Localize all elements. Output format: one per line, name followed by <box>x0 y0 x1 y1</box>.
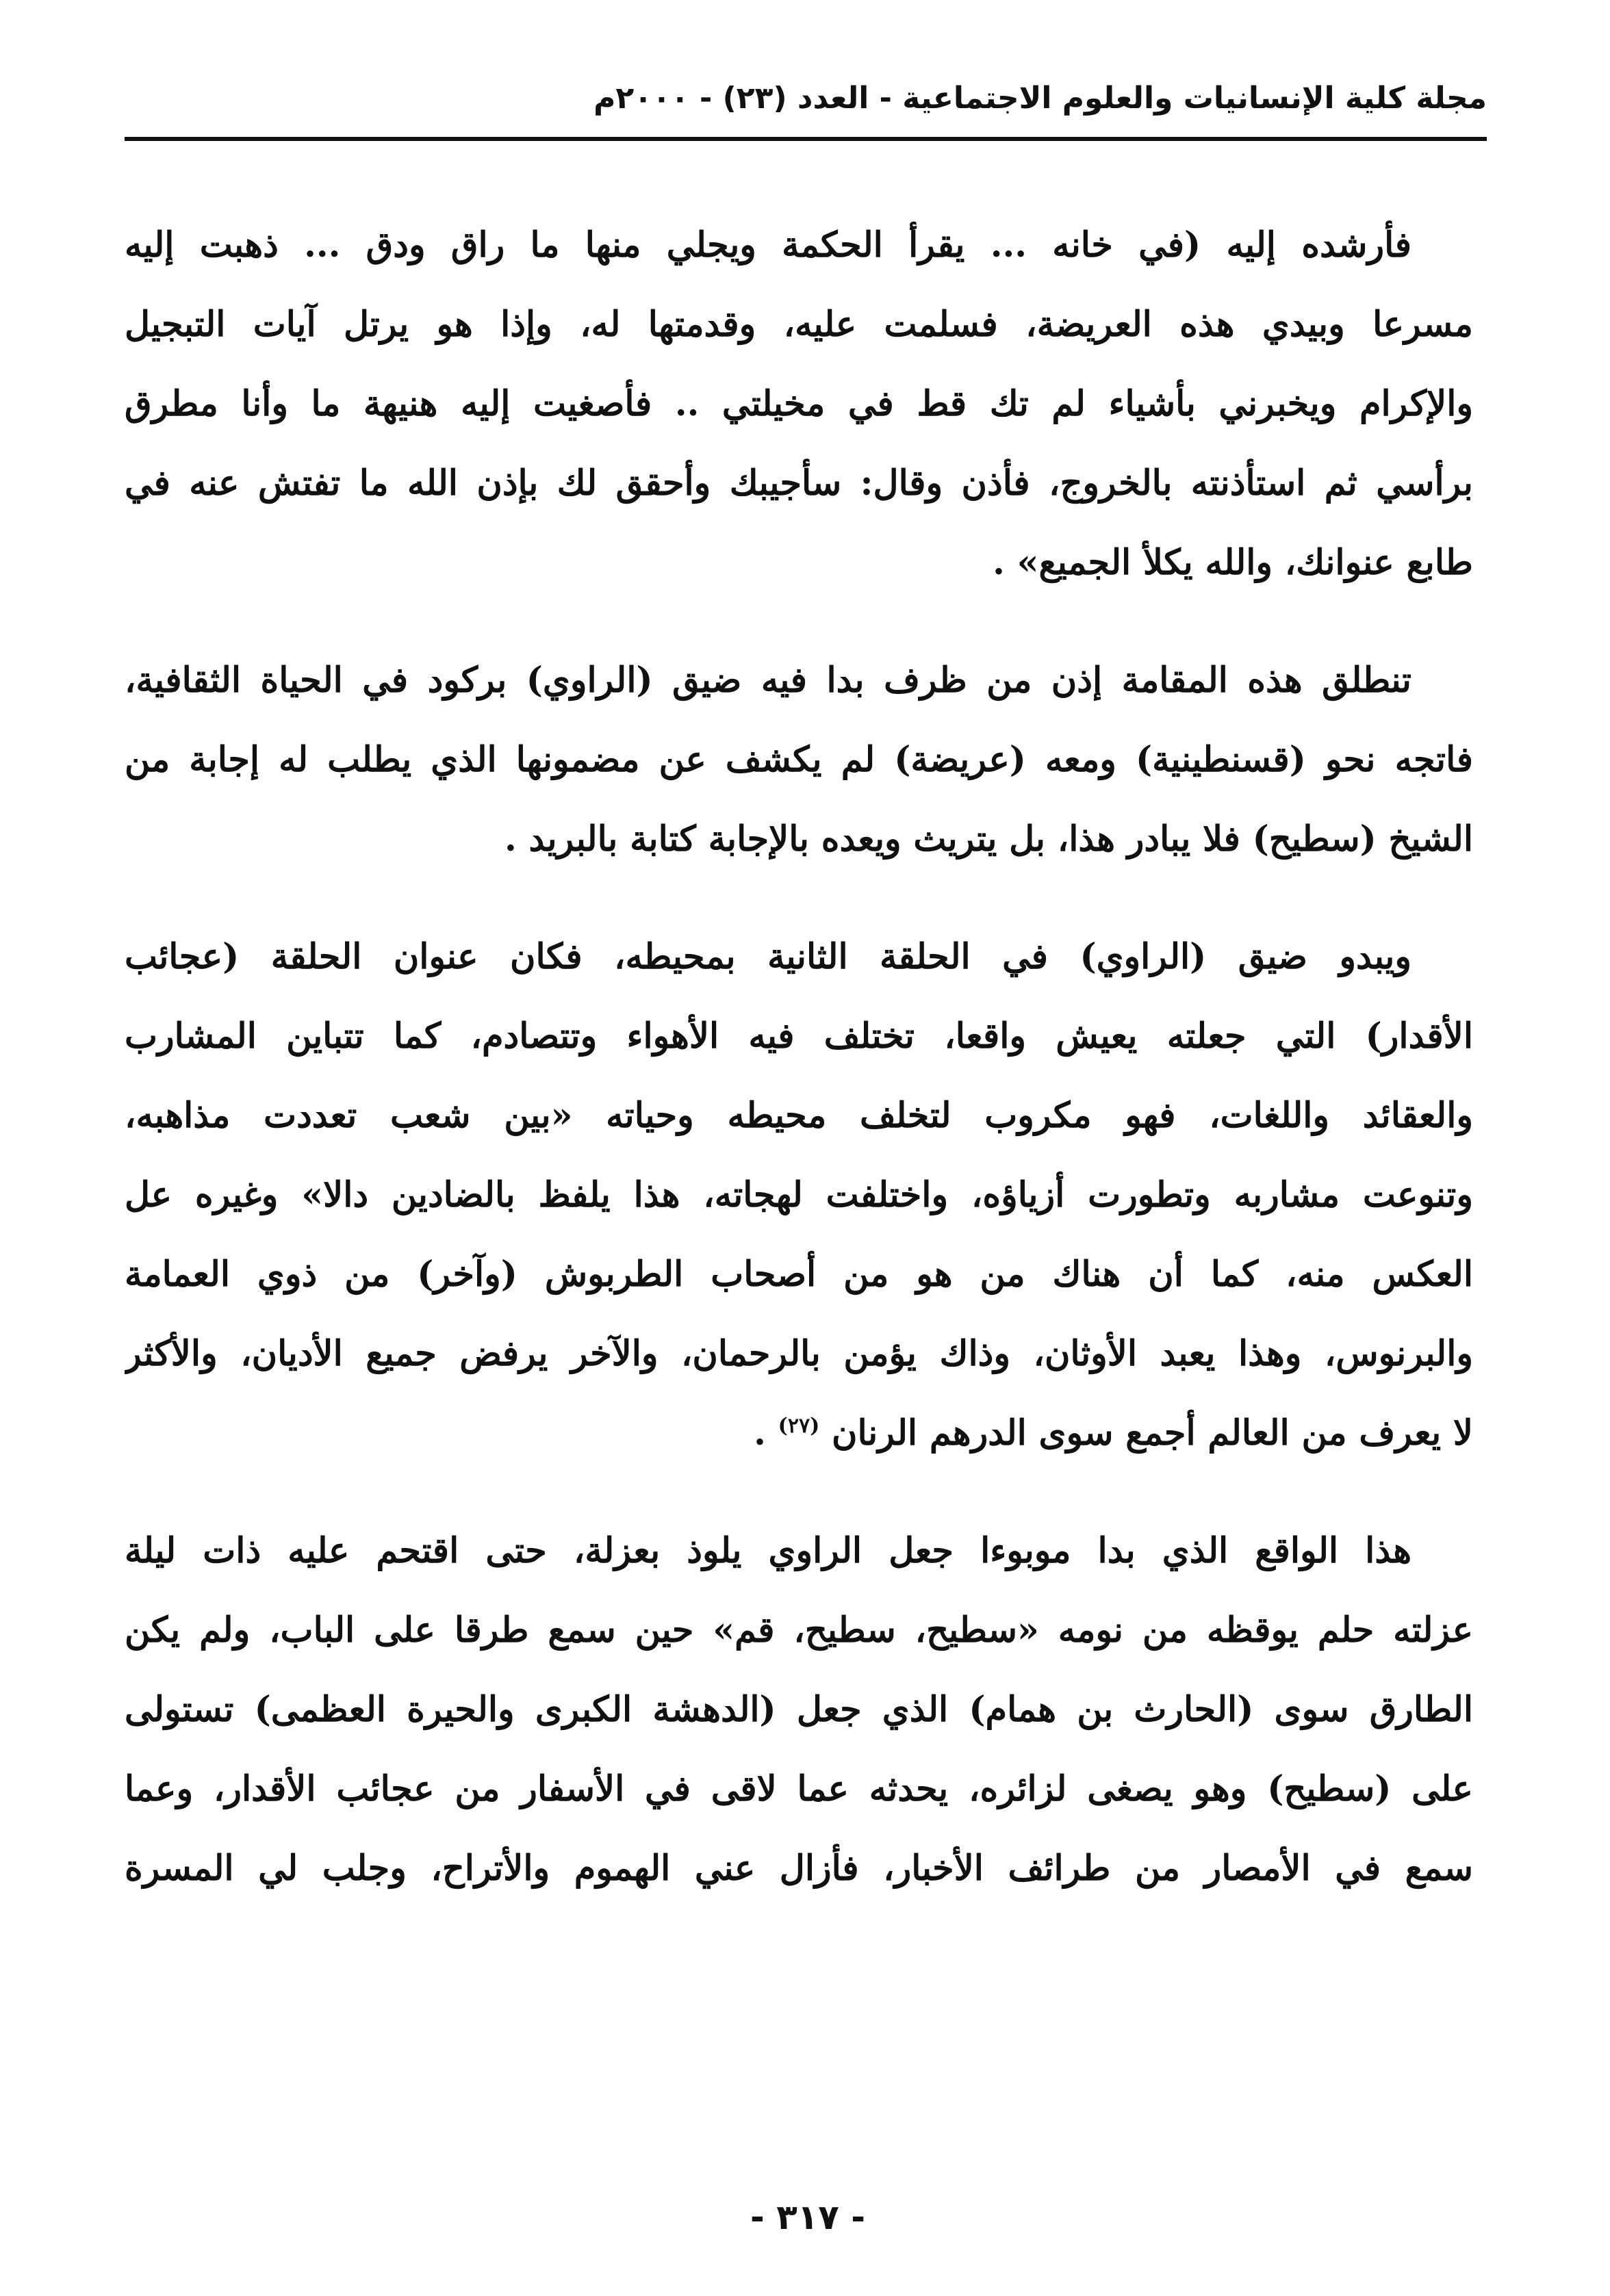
page-number: - ٣١٧ - <box>750 2197 865 2237</box>
text-line: فاتجه نحو (قسنطينية) ومعه (عريضة) لم يكشف عن مضمونها الذي يطلب له إجابة من <box>125 739 1473 780</box>
text-line: هذا الواقع الذي بدا موبوءا جعل الراوي يلوذ بعزلة، حتى اقتحم عليه ذات ليلة <box>125 1530 1411 1571</box>
running-header <box>125 66 1487 141</box>
paragraph-2 <box>125 641 1473 879</box>
paragraph-3 <box>125 917 1473 1473</box>
footnote-marker: (٢٧) <box>778 1414 820 1438</box>
journal-title: مجلة كلية الإنسانيات والعلوم الاجتماعية - العدد (٢٣) - ٢٠٠٠م <box>593 81 1487 116</box>
text-line: سمع في الأمصار من طرائف الأخبار، فأزال عني الهموم والأتراح، وجلب لي المسرة <box>125 1848 1473 1889</box>
text-line: ويبدو ضيق (الراوي) في الحلقة الثانية بمحيطه، فكان عنوان الحلقة (عجائب <box>125 936 1411 977</box>
text-line: وتنوعت مشاربه وتطورت أزياؤه، واختلفت لهجاته، هذا يلفظ بالضادين دالا» وغيره عل <box>125 1174 1473 1215</box>
body-text <box>125 205 1473 1946</box>
header-rule <box>125 137 1487 141</box>
text-line: الطارق سوى (الحارث بن همام) الذي جعل (الدهشة الكبرى والحيرة العظمى) تستولى <box>125 1689 1473 1730</box>
text-line: فأرشده إليه (في خانه ... يقرأ الحكمة ويجلي منها ما راق ودق ... ذهبت إليه <box>125 224 1411 266</box>
text-line: على (سطيح) وهو يصغى لزائره، يحدثه عما لاقى في الأسفار من عجائب الأقدار، وعما <box>125 1768 1473 1809</box>
paragraph-4 <box>125 1511 1473 1908</box>
text-line: عزلته حلم يوقظه من نومه «سطيح، سطيح، قم» حين سمع طرقا على الباب، ولم يكن <box>125 1610 1473 1651</box>
text-line-with-footnote <box>125 1393 1473 1473</box>
text-line: مسرعا وبيدي هذه العريضة، فسلمت عليه، وقدمتها له، وإذا هو يرتل آيات التبجيل <box>125 304 1473 345</box>
text-line: برأسي ثم استأذنته بالخروج، فأذن وقال: سأجيبك وأحقق لك بإذن الله ما تفتش عنه في <box>125 463 1473 504</box>
paragraph-1 <box>125 205 1473 602</box>
text-line-content: لا يعرف من العالم أجمع سوى الدرهم الرنان <box>832 1413 1473 1454</box>
text-line: تنطلق هذه المقامة إذن من ظرف بدا فيه ضيق (الراوي) بركود في الحياة الثقافية، <box>125 660 1411 701</box>
text-line: الشيخ (سطيح) فلا يبادر هذا، بل يتريث ويعده بالإجابة كتابة بالبريد . <box>504 818 1473 860</box>
text-line: والعقائد واللغات، فهو مكروب لتخلف محيطه وحياته «بين شعب تعددت مذاهبه، <box>125 1095 1473 1136</box>
text-line: طابع عنوانك، والله يكلأ الجميع» . <box>993 542 1473 583</box>
text-line: العكس منه، كما أن هناك من هو من أصحاب الطربوش (وآخر) من ذوي العمامة <box>125 1254 1473 1295</box>
text-line: والإكرام ويخبرني بأشياء لم تك قط في مخيلتي .. فأصغيت إليه هنيهة ما وأنا مطرق <box>125 383 1473 424</box>
line-terminator: . <box>754 1413 778 1454</box>
text-line: الأقدار) التي جعلته يعيش واقعا، تختلف فيه الأهواء وتتصادم، كما تتباين المشارب <box>125 1016 1473 1057</box>
text-line: والبرنوس، وهذا يعبد الأوثان، وذاك يؤمن بالرحمان، والآخر يرفض جميع الأديان، والأكثر <box>125 1333 1473 1374</box>
